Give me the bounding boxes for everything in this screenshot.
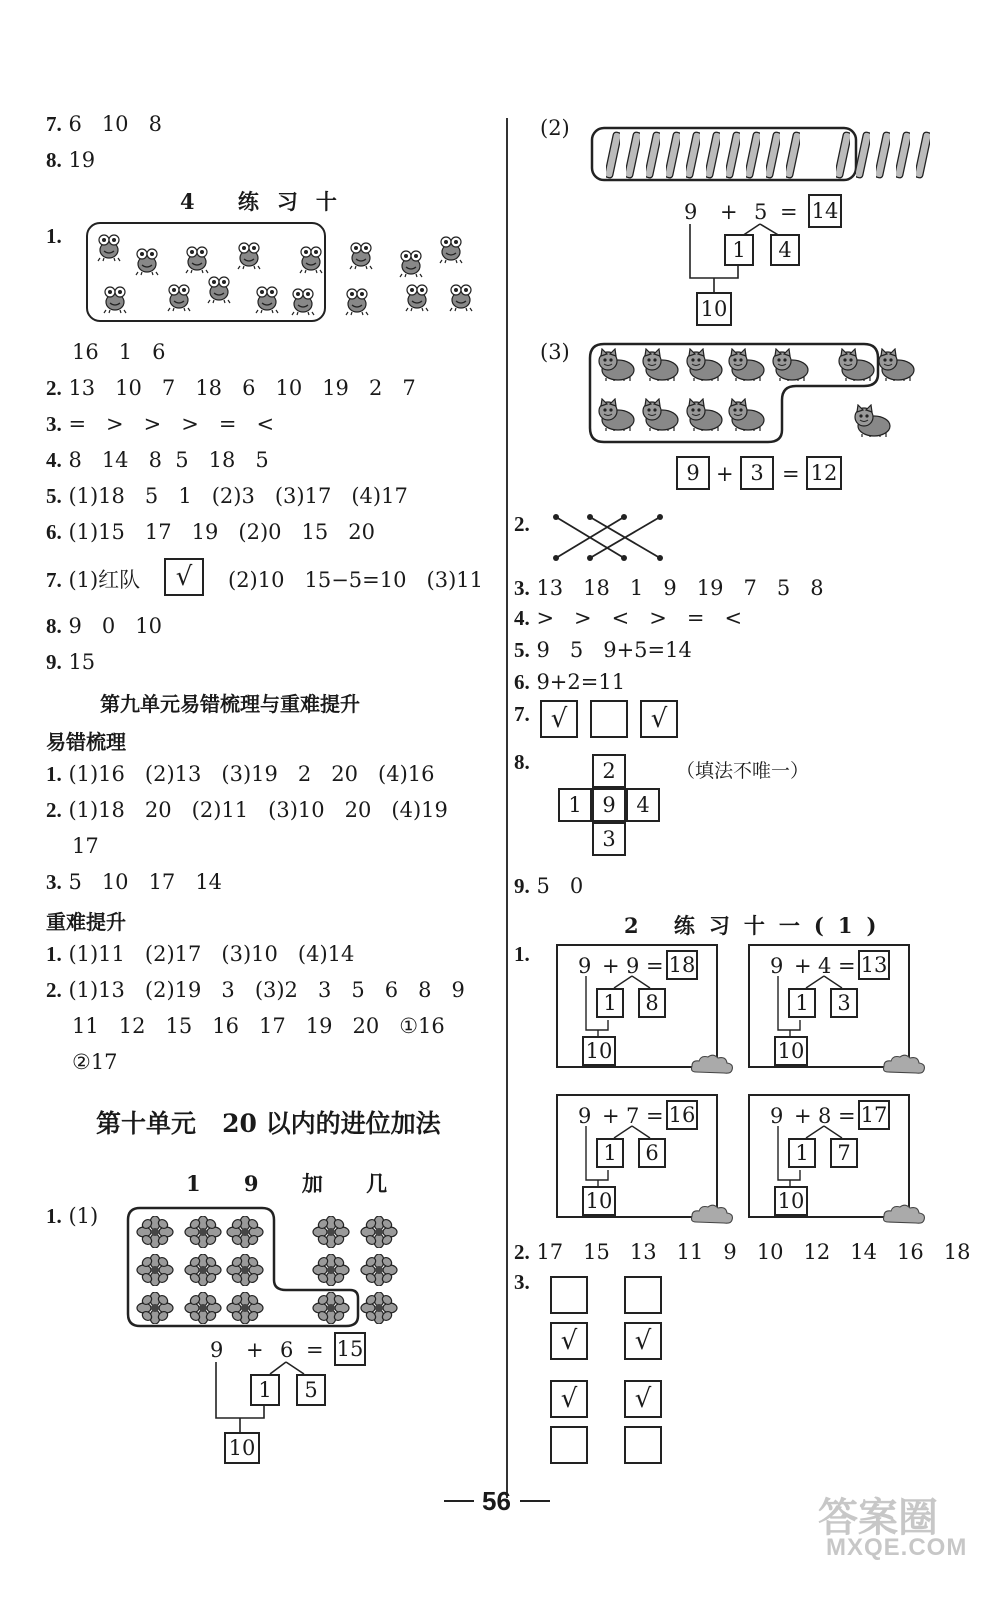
card-split-1: 1 xyxy=(596,1138,624,1168)
frog-icon xyxy=(206,274,232,308)
stick-icon xyxy=(686,130,700,184)
r-answer-4: 4. > > < > = < xyxy=(514,606,743,630)
cross-left: 1 xyxy=(558,788,592,822)
question-2-matching: 2. xyxy=(514,512,530,536)
stick-icon xyxy=(606,130,620,184)
eq2-split-2: 4 xyxy=(770,234,800,266)
page-number-dash-left xyxy=(444,1500,474,1502)
card-result-box: 18 xyxy=(666,950,698,980)
stick-icon xyxy=(666,130,680,184)
card-ten-box: 10 xyxy=(774,1186,808,1216)
eq3-a-box: 9 xyxy=(676,456,710,490)
flower-icon xyxy=(226,1216,264,1252)
check-box-2 xyxy=(590,700,628,738)
flower-icon xyxy=(312,1254,350,1290)
card-op: + xyxy=(794,1104,812,1128)
answer-9b: 9. 15 xyxy=(46,650,96,674)
eq1-eq: = xyxy=(306,1338,324,1362)
card-split-2: 8 xyxy=(638,988,666,1018)
eq3-result-box: 12 xyxy=(806,456,842,490)
equation-card xyxy=(556,1094,718,1218)
card-a: 9 xyxy=(770,954,784,978)
flower-icon xyxy=(136,1292,174,1328)
check-box-1: √ xyxy=(540,700,578,738)
card-op: + xyxy=(602,1104,620,1128)
card-split-2: 6 xyxy=(638,1138,666,1168)
card-a: 9 xyxy=(770,1104,784,1128)
error-answer-2: 2. (1)18 20 (2)11 (3)10 20 (4)19 xyxy=(46,798,448,822)
grid-box-2-4 xyxy=(624,1426,662,1464)
cloud-icon xyxy=(690,1204,734,1230)
key-answer-2-cont2: ②17 xyxy=(72,1050,118,1074)
card-b: 9 xyxy=(626,954,640,978)
card-b: 7 xyxy=(626,1104,640,1128)
stick-icon xyxy=(856,130,870,184)
eq2-b: 5 xyxy=(754,200,768,224)
cross-center: 9 xyxy=(592,788,626,822)
page-number: 56 xyxy=(482,1486,511,1516)
frog-icon xyxy=(134,246,160,280)
flower-icon xyxy=(136,1254,174,1290)
answer-3: 3. = > > > = < xyxy=(46,412,275,436)
flower-icon xyxy=(360,1292,398,1328)
frog-icon xyxy=(166,282,192,316)
watermark-logo: 答案圈 xyxy=(818,1496,938,1540)
answer-1: 16 1 6 xyxy=(72,340,166,364)
card-ten-box: 10 xyxy=(582,1186,616,1216)
card-eq: = xyxy=(646,954,664,978)
cloud-icon xyxy=(882,1054,926,1080)
frog-icon xyxy=(344,286,370,320)
cloud-icon xyxy=(690,1054,734,1080)
note-not-unique: （填法不唯一） xyxy=(676,760,810,782)
eq1-op: + xyxy=(246,1338,264,1362)
stick-icon xyxy=(726,130,740,184)
flower-icon xyxy=(136,1216,174,1252)
eq1-split-1: 1 xyxy=(250,1374,280,1406)
error-answer-3: 3. 5 10 17 14 xyxy=(46,870,223,894)
stick-icon xyxy=(836,130,850,184)
stick-icon xyxy=(766,130,780,184)
card-a: 9 xyxy=(578,954,592,978)
r-answer-6: 6. 9+2=11 xyxy=(514,670,626,694)
frog-icon xyxy=(254,284,280,318)
cat-icon xyxy=(836,348,876,386)
cat-icon xyxy=(596,348,636,386)
grid-box-1-4 xyxy=(550,1426,588,1464)
section-heading-9-plus: 1 9 加 几 xyxy=(186,1171,406,1196)
stick-icon xyxy=(896,130,910,184)
unit-9-review-title: 第九单元易错梳理与重难提升 xyxy=(100,692,360,716)
eq2-op: + xyxy=(720,200,738,224)
card-split-1: 1 xyxy=(596,988,624,1018)
check-box-3: √ xyxy=(640,700,678,738)
card-eq: = xyxy=(838,1104,856,1128)
unit-10-title: 第十单元 20 以内的进位加法 xyxy=(96,1109,441,1138)
card-b: 8 xyxy=(818,1104,832,1128)
cat-icon xyxy=(876,348,916,386)
r-answer-9: 9. 5 0 xyxy=(514,874,584,898)
answer-7: 7. 6 10 8 xyxy=(46,112,162,136)
stick-icon xyxy=(626,130,640,184)
card-split-1: 1 xyxy=(788,988,816,1018)
card-split-2: 3 xyxy=(830,988,858,1018)
frog-icon xyxy=(404,282,430,316)
cat-icon xyxy=(640,398,680,436)
card-split-2: 7 xyxy=(830,1138,858,1168)
flower-icon xyxy=(312,1292,350,1328)
card-result-box: 17 xyxy=(858,1100,890,1130)
watermark-url: MXQE.COM xyxy=(826,1534,968,1561)
eq2-split-1: 1 xyxy=(724,234,754,266)
flower-icon xyxy=(226,1254,264,1290)
card-result-box: 16 xyxy=(666,1100,698,1130)
r-answer-5: 5. 9 5 9+5=14 xyxy=(514,638,692,662)
frog-icon xyxy=(102,284,128,318)
section-heading-practice-11: 2 练习十一(1) xyxy=(624,913,891,938)
answer-2: 2. 13 10 7 18 6 10 19 2 7 xyxy=(46,376,416,400)
card-ten-box: 10 xyxy=(582,1036,616,1066)
eq3-op: + xyxy=(716,462,734,486)
r-answer-2: 2. 17 15 13 11 9 10 12 14 16 18 xyxy=(514,1240,971,1264)
answer-7b: 7. (1)红队 xyxy=(46,568,141,592)
question-1-number: 1. xyxy=(46,224,62,248)
r-answer-3: 3. 13 18 1 9 19 7 5 8 xyxy=(514,576,824,600)
eq1-b: 6 xyxy=(280,1338,294,1362)
cross-bottom: 3 xyxy=(592,822,626,856)
grid-box-1-1 xyxy=(550,1276,588,1314)
grid-box-1-3: √ xyxy=(550,1380,588,1418)
equation-card xyxy=(748,944,910,1068)
frog-icon xyxy=(96,232,122,266)
stick-icon xyxy=(706,130,720,184)
part-1-1: 1. (1) xyxy=(46,1204,99,1228)
key-answer-1: 1. (1)11 (2)17 (3)10 (4)14 xyxy=(46,942,355,966)
grid-box-2-2: √ xyxy=(624,1322,662,1360)
flower-icon xyxy=(312,1216,350,1252)
cat-icon xyxy=(726,398,766,436)
cat-icon xyxy=(684,398,724,436)
cross-top: 2 xyxy=(592,754,626,788)
key-answer-2: 2. (1)13 (2)19 3 (3)2 3 5 6 8 9 xyxy=(46,978,465,1002)
frog-icon xyxy=(298,244,324,278)
section-heading-practice-10: 4 练习十 xyxy=(180,189,355,214)
grid-box-2-1 xyxy=(624,1276,662,1314)
card-eq: = xyxy=(646,1104,664,1128)
stick-icon xyxy=(916,130,930,184)
cloud-icon xyxy=(882,1204,926,1230)
r-question-7: 7. xyxy=(514,702,530,726)
cat-icon xyxy=(596,398,636,436)
eq1-ten-box: 10 xyxy=(224,1432,260,1464)
cat-icon xyxy=(852,404,892,442)
flower-icon xyxy=(226,1292,264,1328)
eq3-eq: = xyxy=(782,462,800,486)
frog-icon xyxy=(438,234,464,268)
flower-icon xyxy=(184,1216,222,1252)
r-question-1: 1. xyxy=(514,942,530,966)
card-result-box: 13 xyxy=(858,950,890,980)
page-number-dash-right xyxy=(520,1500,550,1502)
grid-box-1-2: √ xyxy=(550,1322,588,1360)
eq2-eq: = xyxy=(780,200,798,224)
cat-icon xyxy=(640,348,680,386)
eq2-a: 9 xyxy=(684,200,698,224)
stick-icon xyxy=(876,130,890,184)
subheading-key-improvement: 重难提升 xyxy=(46,910,126,934)
frog-icon xyxy=(184,244,210,278)
grid-box-2-3: √ xyxy=(624,1380,662,1418)
card-op: + xyxy=(602,954,620,978)
flower-icon xyxy=(184,1292,222,1328)
flower-icon xyxy=(184,1254,222,1290)
answer-7-rest: (2)10 15−5=10 (3)11 xyxy=(228,568,483,592)
frog-icon xyxy=(236,240,262,274)
error-answer-1: 1. (1)16 (2)13 (3)19 2 20 (4)16 xyxy=(46,762,435,786)
cat-icon xyxy=(726,348,766,386)
card-op: + xyxy=(794,954,812,978)
card-a: 9 xyxy=(578,1104,592,1128)
stick-icon xyxy=(646,130,660,184)
flower-icon xyxy=(360,1216,398,1252)
frog-icon xyxy=(398,248,424,282)
frog-icon xyxy=(348,240,374,274)
eq2-result-box: 14 xyxy=(808,194,842,228)
key-answer-2-cont: 11 12 15 16 17 19 20 ①16 xyxy=(72,1014,445,1038)
card-split-1: 1 xyxy=(788,1138,816,1168)
card-eq: = xyxy=(838,954,856,978)
part-3: (3) xyxy=(540,340,570,364)
eq1-split-2: 5 xyxy=(296,1374,326,1406)
eq1-result-box: 15 xyxy=(334,1332,366,1366)
answer-5: 5. (1)18 5 1 (2)3 (3)17 (4)17 xyxy=(46,484,408,508)
subheading-error-review: 易错梳理 xyxy=(46,730,126,754)
eq1-a: 9 xyxy=(210,1338,224,1362)
frog-icon xyxy=(448,282,474,316)
flower-icon xyxy=(360,1254,398,1290)
cat-icon xyxy=(770,348,810,386)
cross-right: 4 xyxy=(626,788,660,822)
check-box: √ xyxy=(164,558,204,596)
answer-4: 4. 8 14 8 5 18 5 xyxy=(46,448,269,472)
r-question-3: 3. xyxy=(514,1270,530,1294)
card-b: 4 xyxy=(818,954,832,978)
eq3-b-box: 3 xyxy=(740,456,774,490)
equation-card xyxy=(556,944,718,1068)
answer-8b: 8. 9 0 10 xyxy=(46,614,162,638)
r-question-8: 8. xyxy=(514,750,530,774)
frog-icon xyxy=(290,286,316,320)
cat-icon xyxy=(684,348,724,386)
part-2: (2) xyxy=(540,116,570,140)
answer-6: 6. (1)15 17 19 (2)0 15 20 xyxy=(46,520,376,544)
card-ten-box: 10 xyxy=(774,1036,808,1066)
stick-icon xyxy=(786,130,800,184)
stick-icon xyxy=(746,130,760,184)
answer-8: 8. 19 xyxy=(46,148,96,172)
eq2-ten-box: 10 xyxy=(696,292,732,326)
error-answer-2-cont: 17 xyxy=(72,834,99,858)
equation-card xyxy=(748,1094,910,1218)
